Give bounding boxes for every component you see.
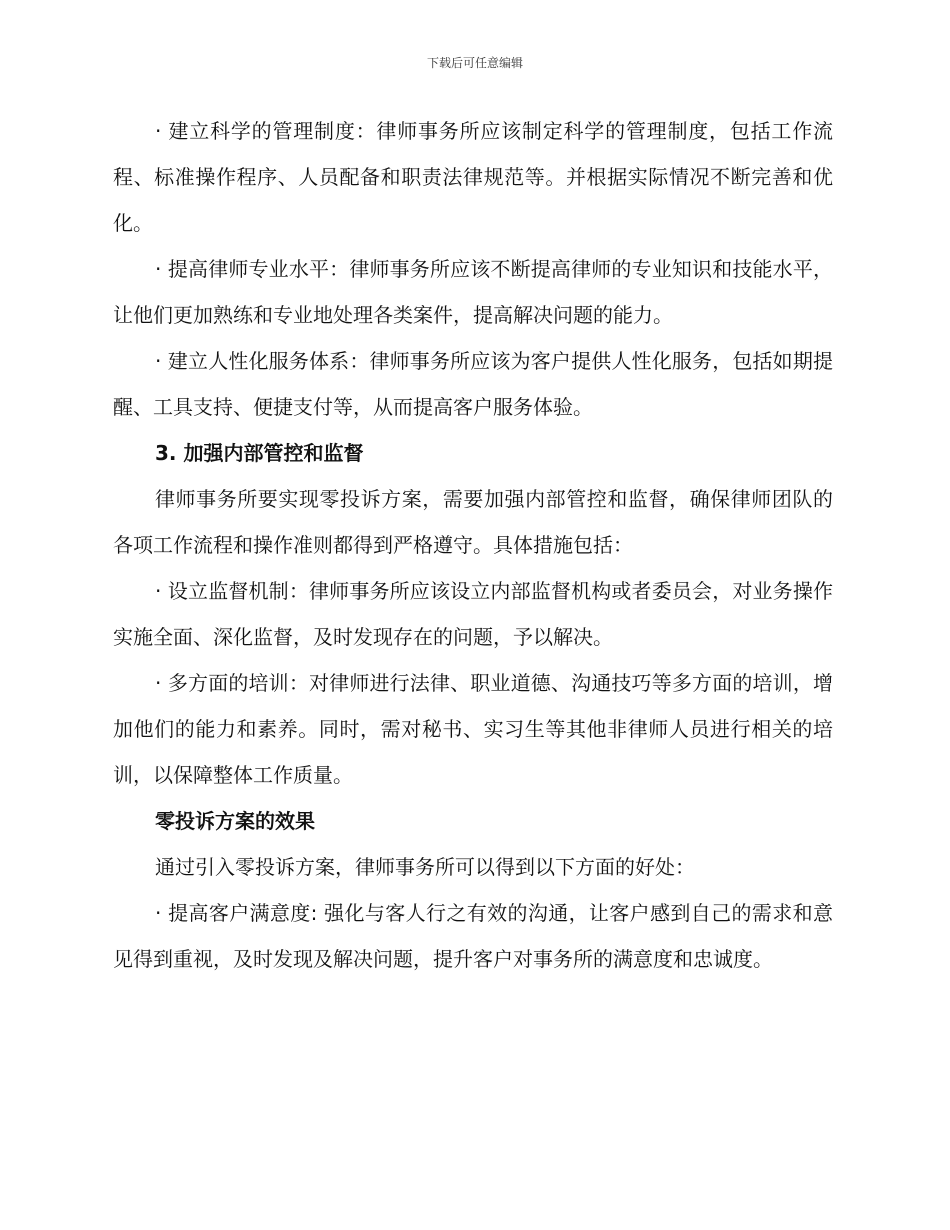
bullet-paragraph-training: · 多方面的培训：对律师进行法律、职业道德、沟通技巧等多方面的培训，增加他们的能力和素养。同时，需对秘书、实习生等其他非律师人员进行相关的培训，以保障整体工作质量。 (113, 671, 833, 787)
bullet-paragraph-professional-level: · 提高律师专业水平：律师事务所应该不断提高律师的专业知识和技能水平，让他们更加熟练和专业地处理各类案件，提高解决问题的能力。 (113, 257, 833, 327)
bullet-paragraph-service-system: · 建立人性化服务体系：律师事务所应该为客户提供人性化服务，包括如期提醒、工具支持、便捷支付等，从而提高客户服务体验。 (113, 349, 833, 419)
body-paragraph-effects: 通过引入零投诉方案，律师事务所可以得到以下方面的好处： (155, 855, 695, 879)
bullet-paragraph-satisfaction: · 提高客户满意度: 强化与客人行之有效的沟通，让客户感到自己的需求和意见得到重视，及时发现及解决问题，提升客户对事务所的满意度和忠诚度。 (113, 901, 833, 971)
bullet-paragraph-management-system: · 建立科学的管理制度：律师事务所应该制定科学的管理制度，包括工作流程、标准操作程序、人员配备和职责法律规范等。并根据实际情况不断完善和优化。 (113, 119, 833, 235)
bullet-paragraph-supervision: · 设立监督机制：律师事务所应该设立内部监督机构或者委员会，对业务操作实施全面、深化监督，及时发现存在的问题，予以解决。 (113, 579, 833, 649)
body-paragraph-internal-control: 律师事务所要实现零投诉方案，需要加强内部管控和监督，确保律师团队的各项工作流程和操作准则都得到严格遵守。具体措施包括： (113, 487, 833, 557)
document-body (113, 108, 833, 982)
header-note: 下载后可任意编辑 (426, 56, 523, 70)
section-heading-internal-control: 3. 加强内部管控和监督 (155, 441, 364, 465)
section-heading-effects: 零投诉方案的效果 (155, 809, 315, 833)
